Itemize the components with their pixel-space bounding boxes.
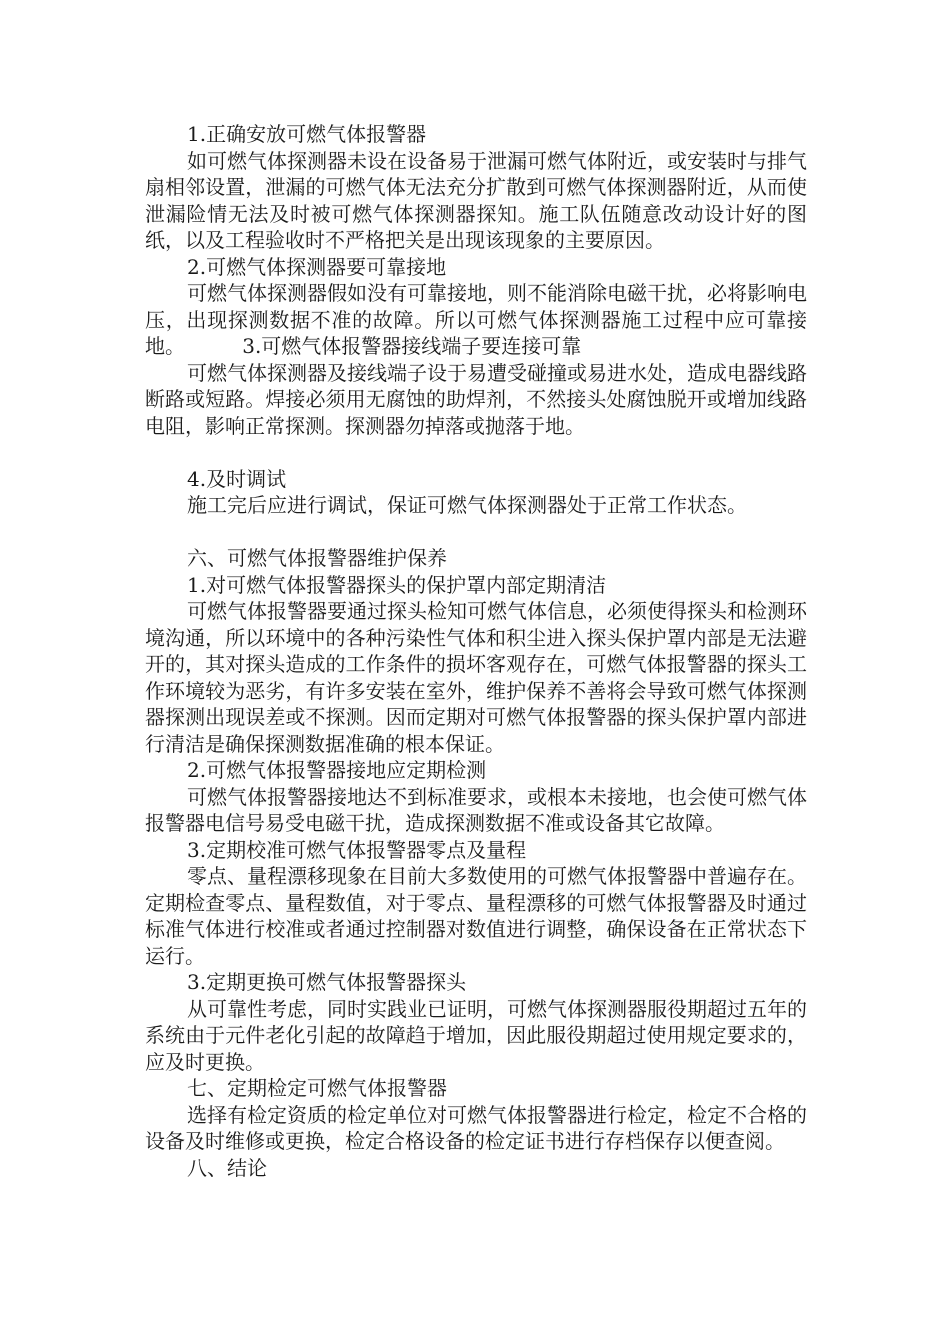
heading-calibration: 3.定期校准可燃气体报警器零点及量程 — [187, 837, 527, 862]
paragraph-replace-probe: 从可靠性考虑，同时实践业已证明，可燃气体探测器服役期超过五年的系统由于元件老化引起的故障趋于增加，因此服役期超过使用规定要求的，应及时更换。 — [145, 996, 807, 1074]
section-heading-conclusion: 八、结论 — [187, 1155, 267, 1180]
heading-ground-check: 2.可燃气体报警器接地应定期检测 — [187, 758, 487, 782]
heading-grounding: 2.可燃气体探测器要可靠接地 — [187, 254, 447, 279]
section-heading-maintenance: 六、可燃气体报警器维护保养 — [187, 546, 447, 570]
paragraph-calibration: 零点、量程漂移现象在目前大多数使用的可燃气体报警器中普遍存在。定期检查零点、量程数值，对于零点、量程漂移的可燃气体报警器及时通过标准气体进行校准或者通过控制器对数值进行调整，确保设备在正常状态下运行。 — [145, 864, 807, 968]
paragraph-install-alarm: 如可燃气体探测器未设在设备易于泄漏可燃气体附近，或安装时与排气扇相邻设置，泄漏的可燃气体无法充分扩散到可燃气体探测器附近，从而使泄漏险情无法及时被可燃气体探测器探知。施工队伍随意改动设计好的图纸，以及工程验收时不严格把关是出现该现象的主要原因。 — [145, 148, 807, 252]
paragraph-verification: 选择有检定资质的检定单位对可燃气体报警器进行检定，检定不合格的设备及时维修或更换，检定合格设备的检定证书进行存档保存以便查阅。 — [145, 1102, 807, 1153]
paragraph-ground-check: 可燃气体报警器接地达不到标准要求，或根本未接地，也会使可燃气体报警器电信号易受电磁干扰，造成探测数据不准或设备其它故障。 — [145, 784, 807, 835]
blank-line — [145, 439, 807, 466]
paragraph-debugging: 施工完后应进行调试，保证可燃气体探测器处于正常工作状态。 — [187, 493, 747, 517]
document-body — [145, 121, 807, 1181]
heading-cleaning: 1.对可燃气体报警器探头的保护罩内部定期清洁 — [187, 572, 607, 597]
heading-install-alarm: 1.正确安放可燃气体报警器 — [187, 122, 427, 146]
paragraph-cleaning: 可燃气体报警器要通过探头检知可燃气体信息，必须使得探头和检测环境沟通，所以环境中的各种污染性气体和积尘进入探头保护罩内部是无法避开的，其对探头造成的工作条件的损坏客观存在，可燃气体报警器的探头工作环境较为恶劣，有许多安装在室外，维护保养不善将会导致可燃气体探测器探测出现误差或不探测。因而定期对可燃气体报警器的探头保护罩内部进行清洁是确保探测数据准确的根本保证。 — [145, 599, 807, 756]
blank-line — [145, 519, 807, 546]
paragraph-grounding: 可燃气体探测器假如没有可靠接地，则不能消除电磁干扰，必将影响电压，出现探测数据不准的故障。所以可燃气体探测器施工过程中应可靠接地。 3.可燃气体报警器接线端子要连接可靠 — [145, 281, 807, 358]
section-heading-verification: 七、定期检定可燃气体报警器 — [187, 1076, 447, 1100]
heading-debugging: 4.及时调试 — [187, 466, 287, 491]
heading-replace-probe: 3.定期更换可燃气体报警器探头 — [187, 970, 467, 994]
paragraph-terminals: 可燃气体探测器及接线端子设于易遭受碰撞或易进水处，造成电器线路断路或短路。焊接必须用无腐蚀的助焊剂，不然接头处腐蚀脱开或增加线路电阻，影响正常探测。探测器勿掉落或抛落于地。 — [145, 360, 807, 438]
